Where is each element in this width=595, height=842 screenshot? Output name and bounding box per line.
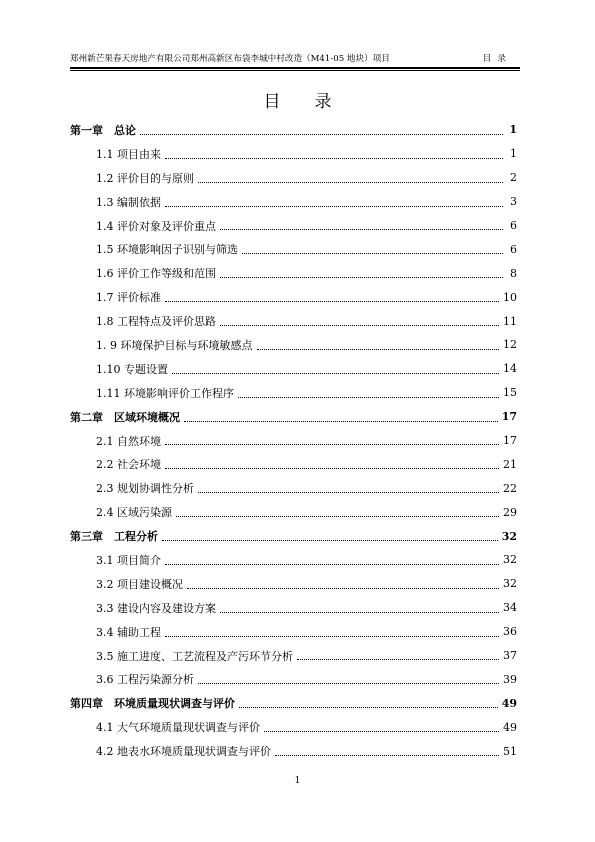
toc-dot-leader	[264, 730, 499, 732]
toc-entry-page: 15	[503, 386, 517, 400]
toc-entry-page: 32	[503, 553, 517, 567]
toc-entry-page: 2	[510, 171, 517, 185]
toc-entry-label: 3.1 项目简介	[96, 553, 161, 567]
toc-section-entry[interactable]	[70, 142, 517, 166]
toc-entry-page: 37	[503, 649, 517, 663]
toc-entry-label: 2.2 社会环境	[96, 458, 161, 472]
toc-dot-leader	[165, 467, 499, 469]
toc-section-entry[interactable]	[70, 309, 517, 333]
toc-dot-leader	[165, 635, 499, 637]
toc-dot-leader	[220, 276, 503, 278]
toc-dot-leader	[162, 539, 498, 541]
toc-dot-leader	[172, 372, 499, 374]
toc-dot-leader	[165, 205, 503, 207]
toc-entry-page: 6	[510, 242, 517, 256]
toc-entry-page: 10	[503, 290, 517, 304]
toc-entry-label: 1.3 编制依据	[96, 195, 161, 209]
toc-dot-leader	[220, 611, 499, 613]
toc-entry-page: 6	[510, 219, 517, 232]
toc-dot-leader	[140, 133, 503, 135]
toc-entry-page: 22	[503, 481, 517, 495]
toc-section-entry[interactable]	[70, 739, 517, 763]
toc-dot-leader	[187, 587, 499, 589]
toc-entry-label: 1.4 评价对象及评价重点	[96, 219, 216, 233]
toc-entry-page: 8	[510, 266, 517, 280]
toc-entry-label: 4.2 地表水环境质量现状调查与评价	[96, 745, 271, 759]
toc-entry-page: 1	[510, 147, 517, 161]
toc-section-entry[interactable]	[70, 500, 517, 524]
page-number: 1	[294, 776, 301, 786]
toc-entry-label: 第三章 工程分析	[70, 530, 158, 544]
toc-section-entry[interactable]	[70, 357, 517, 381]
toc-entry-page: 11	[503, 314, 517, 328]
toc-entry-page: 29	[503, 505, 517, 519]
toc-entry-label: 3.5 施工进度、工艺流程及产污环节分析	[96, 649, 293, 663]
toc-entry-page: 32	[503, 577, 517, 591]
toc-entry-label: 1.8 工程特点及评价思路	[96, 315, 216, 329]
toc-entry-label: 3.6 工程污染源分析	[96, 673, 194, 687]
toc-entry-label: 1.6 评价工作等级和范围	[96, 267, 216, 281]
toc-entry-label: 1. 9 环境保护目标与环境敏感点	[96, 338, 253, 352]
toc-dot-leader	[165, 157, 503, 159]
toc-chapter-entry[interactable]	[70, 524, 517, 548]
toc-section-entry[interactable]	[70, 572, 517, 596]
toc-entry-page: 14	[503, 362, 517, 376]
header-project-title: 郑州新芒果春天房地产有限公司郑州高新区布袋李城中村改造（M41-05 地块）项目	[70, 54, 390, 64]
toc-entry-label: 1.10 专题设置	[96, 362, 168, 376]
toc-dot-leader	[239, 706, 498, 708]
page-header	[70, 52, 520, 66]
toc-dot-leader	[165, 563, 499, 565]
toc-entry-page: 39	[503, 672, 517, 686]
toc-entry-label: 3.4 辅助工程	[96, 625, 161, 639]
toc-dot-leader	[220, 324, 499, 326]
toc-entry-page: 17	[503, 434, 517, 448]
toc-section-entry[interactable]	[70, 285, 517, 309]
toc-section-entry[interactable]	[70, 237, 517, 261]
toc-entry-page: 34	[503, 601, 517, 615]
toc-section-entry[interactable]	[70, 644, 517, 668]
toc-entry-label: 1.11 环境影响评价工作程序	[96, 386, 234, 400]
toc-section-entry[interactable]	[70, 715, 517, 739]
toc-section-entry[interactable]	[70, 667, 517, 691]
toc-section-entry[interactable]	[70, 166, 517, 190]
toc-dot-leader	[165, 443, 499, 445]
toc-entry-page: 12	[503, 338, 517, 352]
toc-section-entry[interactable]	[70, 261, 517, 285]
toc-entry-page: 49	[503, 720, 517, 734]
toc-dot-leader	[220, 228, 503, 230]
toc-section-entry[interactable]	[70, 596, 517, 620]
toc-title: 目录	[263, 92, 366, 112]
toc-dot-leader	[297, 658, 499, 660]
toc-chapter-entry[interactable]	[70, 118, 517, 142]
toc-dot-leader	[238, 396, 499, 398]
toc-section-entry[interactable]	[70, 214, 517, 238]
toc-chapter-entry[interactable]	[70, 405, 517, 429]
toc-section-entry[interactable]	[70, 381, 517, 405]
toc-section-entry[interactable]	[70, 190, 517, 214]
toc-entry-label: 第二章 区域环境概况	[70, 410, 180, 424]
toc-section-entry[interactable]	[70, 333, 517, 357]
toc-dot-leader	[257, 348, 500, 350]
toc-entry-page: 3	[510, 195, 517, 209]
header-section-label: 目录	[482, 54, 512, 64]
toc-entry-label: 3.2 项目建设概况	[96, 577, 183, 591]
toc-section-entry[interactable]	[70, 620, 517, 644]
toc-entry-label: 第四章 环境质量现状调查与评价	[70, 697, 235, 711]
toc-entry-page: 21	[503, 457, 517, 471]
toc-entry-label: 2.3 规划协调性分析	[96, 482, 194, 496]
header-rule	[70, 67, 520, 69]
toc-entry-label: 1.1 项目由来	[96, 147, 161, 161]
toc-section-entry[interactable]	[70, 476, 517, 500]
toc-entry-label: 1.2 评价目的与原则	[96, 171, 194, 185]
toc-entry-label: 2.4 区域污染源	[96, 506, 172, 520]
toc-dot-leader	[275, 754, 499, 756]
toc-entry-page: 51	[503, 744, 517, 758]
toc-dot-leader	[242, 252, 503, 254]
toc-entry-label: 3.3 建设内容及建设方案	[96, 601, 216, 615]
toc-entry-label: 4.1 大气环境质量现状调查与评价	[96, 721, 260, 735]
toc-entry-label: 1.7 评价标准	[96, 291, 161, 305]
toc-dot-leader	[184, 420, 498, 422]
toc-entry-page: 17	[501, 410, 517, 424]
toc-entry-page: 36	[503, 625, 517, 639]
toc-dot-leader	[198, 491, 499, 493]
toc-dot-leader	[165, 300, 499, 302]
toc-entry-label: 1.5 环境影响因子识别与筛选	[96, 243, 238, 257]
toc-section-entry[interactable]	[70, 429, 517, 453]
toc-dot-leader	[198, 682, 499, 684]
toc-chapter-entry[interactable]	[70, 691, 517, 715]
toc-entry-label: 2.1 自然环境	[96, 434, 161, 448]
table-of-contents	[70, 118, 517, 763]
toc-section-entry[interactable]	[70, 548, 517, 572]
toc-entry-label: 第一章 总论	[70, 123, 136, 137]
toc-entry-page: 1	[509, 123, 517, 137]
toc-dot-leader	[176, 515, 499, 517]
header-rule-thin	[70, 70, 520, 71]
toc-entry-page: 49	[501, 696, 517, 710]
toc-section-entry[interactable]	[70, 452, 517, 476]
toc-dot-leader	[198, 181, 503, 183]
toc-entry-page: 32	[501, 529, 517, 543]
